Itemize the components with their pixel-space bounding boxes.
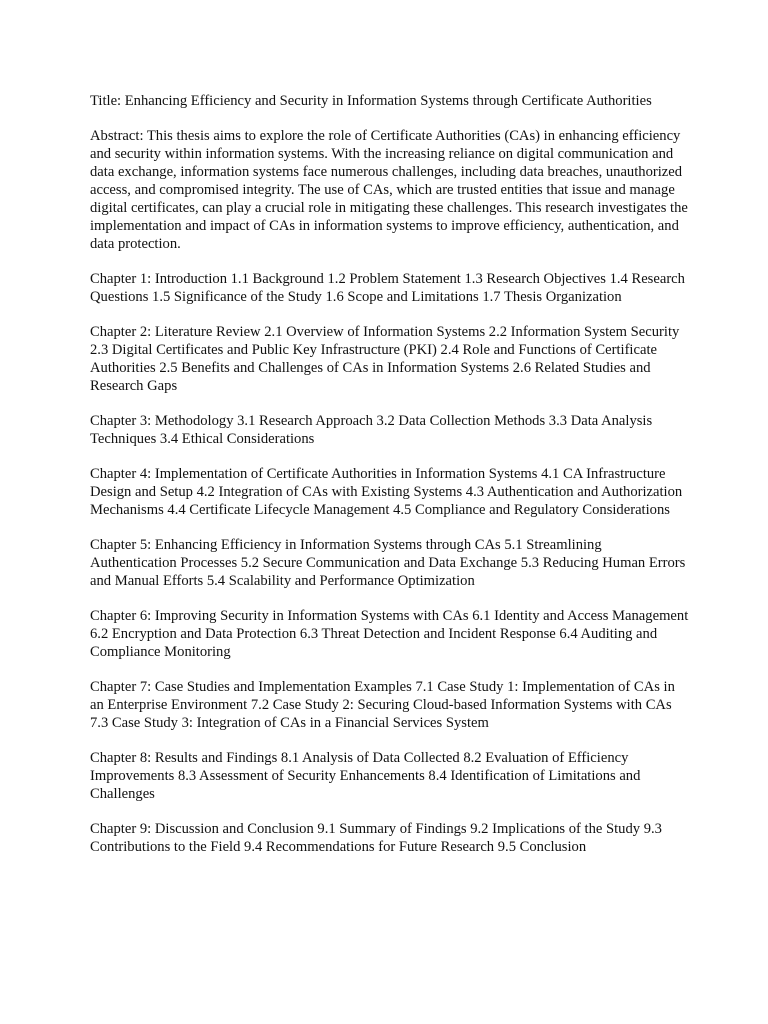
abstract-paragraph: Abstract: This thesis aims to explore the role of Certificate Authorities (CAs) in enhancing efficiency and security within information systems. With the increasing reliance on digital communication and data exchange, information systems face numerous challenges, including data breaches, unauthorized access, and compromised integrity. The use of CAs, which are trusted entities that issue and manage digital certificates, can play a crucial role in mitigating these challenges. This research investigates the implementation and impact of CAs in information systems to improve efficiency, authentication, and data protection. <box>90 128 688 252</box>
chapter-7-outline: Chapter 7: Case Studies and Implementation Examples 7.1 Case Study 1: Implementation of CAs in an Enterprise Environment 7.2 Case Study 2: Securing Cloud-based Information Systems with CAs 7.3 Case Study 3: Integration of CAs in a Financial Services System <box>90 679 675 731</box>
chapter-5-outline: Chapter 5: Enhancing Efficiency in Information Systems through CAs 5.1 Streamlining Authentication Processes 5.2 Secure Communication and Data Exchange 5.3 Reducing Human Errors and Manual Efforts 5.4 Scalability and Performance Optimization <box>90 537 686 589</box>
document-page <box>90 92 690 873</box>
chapter-3-outline: Chapter 3: Methodology 3.1 Research Approach 3.2 Data Collection Methods 3.3 Data Analysis Techniques 3.4 Ethical Considerations <box>90 413 653 447</box>
chapter-9-outline: Chapter 9: Discussion and Conclusion 9.1 Summary of Findings 9.2 Implications of the Study 9.3 Contributions to the Field 9.4 Recommendations for Future Research 9.5 Conclusion <box>90 821 662 855</box>
chapter-8-outline: Chapter 8: Results and Findings 8.1 Analysis of Data Collected 8.2 Evaluation of Efficiency Improvements 8.3 Assessment of Security Enhancements 8.4 Identification of Limitations and Challenges <box>90 750 641 802</box>
chapter-1-outline: Chapter 1: Introduction 1.1 Background 1.2 Problem Statement 1.3 Research Objectives 1.4 Research Questions 1.5 Significance of the Study 1.6 Scope and Limitations 1.7 Thesis Organization <box>90 271 685 305</box>
chapter-2-outline: Chapter 2: Literature Review 2.1 Overview of Information Systems 2.2 Information System Security 2.3 Digital Certificates and Public Key Infrastructure (PKI) 2.4 Role and Functions of Certificate Authorities 2.5 Benefits and Challenges of CAs in Information Systems 2.6 Related Studies and Research Gaps <box>90 324 680 394</box>
chapter-4-outline: Chapter 4: Implementation of Certificate Authorities in Information Systems 4.1 CA Infrastructure Design and Setup 4.2 Integration of CAs with Existing Systems 4.3 Authentication and Authorization Mechanisms 4.4 Certificate Lifecycle Management 4.5 Compliance and Regulatory Considerations <box>90 466 683 518</box>
chapter-6-outline: Chapter 6: Improving Security in Information Systems with CAs 6.1 Identity and Access Management 6.2 Encryption and Data Protection 6.3 Threat Detection and Incident Response 6.4 Auditing and Compliance Monitoring <box>90 608 689 660</box>
document-title: Title: Enhancing Efficiency and Security in Information Systems through Certificate Authorities <box>90 93 652 109</box>
